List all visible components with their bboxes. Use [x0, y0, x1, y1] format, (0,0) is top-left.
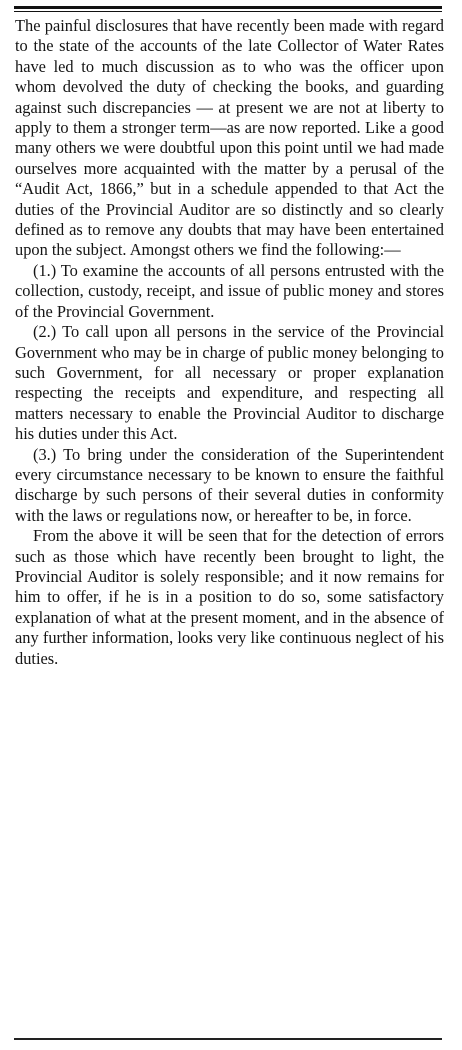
article-paragraph-item-2: (2.) To call upon all persons in the service of the Provincial Government who may be in charge of public money belonging to such Government, for all necessary or proper explanation respecting the receipts and expenditure, and respecting all matters necessary to enable the Provincial Auditor to discharge his duties under this Act. [15, 322, 444, 444]
article-paragraph-item-1: (1.) To examine the accounts of all persons entrusted with the collection, custody, receipt, and issue of public money and stores of the Provincial Government. [15, 260, 444, 321]
top-rule-thick [14, 6, 442, 9]
article-paragraph-intro: The painful disclosures that have recently been made with regard to the state of the accounts of the late Collector of Water Rates have led to much discussion as to who was the officer upon whom devolved the duty of checking the books, and guarding against such discrepancies — at present we are not at liberty to apply to them a stronger term—as are now reported. Like a good many others we were doubtful upon this point until we had made ourselves more acquainted with the matter by a perusal of the “Audit Act, 1866,” but in a schedule appended to that Act the duties of the Provincial Auditor are so distinctly and so clearly defined as to remove any doubts that may have been entertained upon the subject. Amongst others we find the following:— [15, 16, 444, 260]
top-rule-thin [14, 11, 442, 12]
article-column [15, 16, 444, 669]
article-paragraph-conclusion: From the above it will be seen that for the detection of errors such as those which have recently been brought to light, the Provincial Auditor is solely responsible; and it now remains for him to offer, if he is in a position to do so, some satisfactory explanation of what at the present moment, and in the absence of any further information, looks very like continuous neglect of his duties. [15, 526, 444, 668]
bottom-rule [14, 1038, 442, 1040]
article-paragraph-item-3: (3.) To bring under the consideration of the Superintendent every circumstance necessary to be known to ensure the faithful discharge by such persons of their several duties in conformity with the laws or regulations now, or hereafter to be, in force. [15, 444, 444, 525]
